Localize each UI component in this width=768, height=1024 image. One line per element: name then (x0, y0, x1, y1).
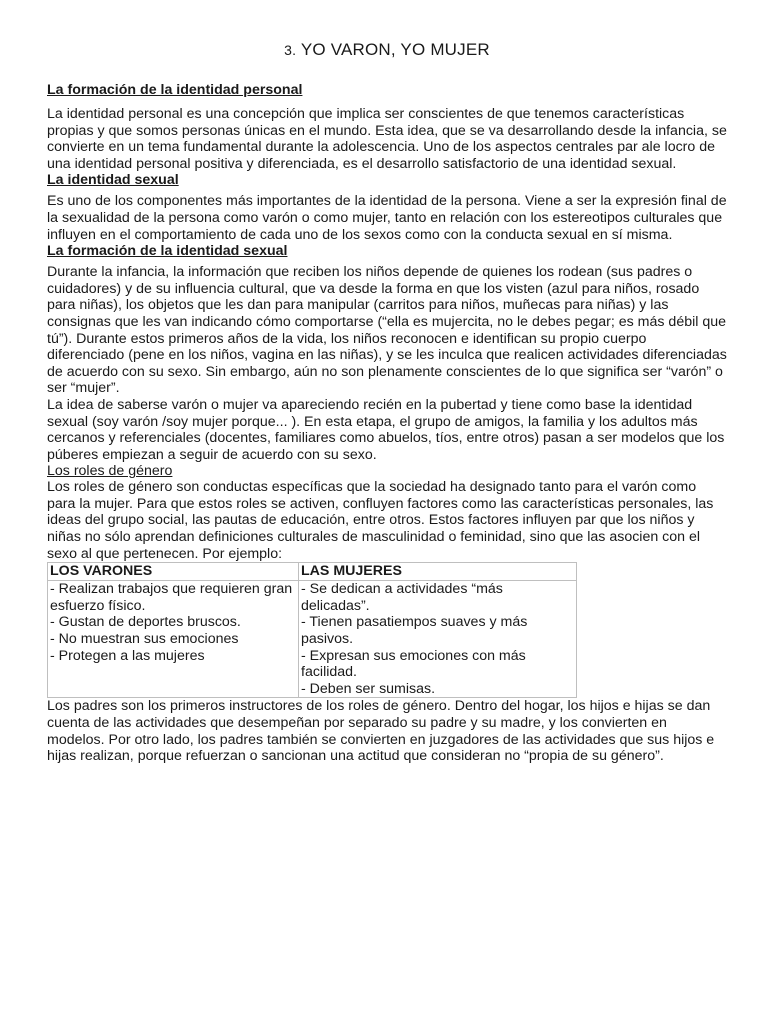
list-item: - No muestran sus emociones (50, 631, 239, 648)
paragraph-pubertad: La idea de saberse varón o mujer va apareciendo recién en la pubertad y tiene como base la identidad sexual (soy varón /soy mujer porque... ). En esta etapa, el grupo de amigos, la familia y los adultos más cercanos y referenciales (docentes, familiares como abuelos, tíos, entre otros) pasan a ser modelos que los púberes empiezan a seguir de acuerdo con su sexo. (47, 396, 725, 463)
table-row (48, 581, 577, 698)
paragraph-identidad-sexual: Es uno de los componentes más importantes de la identidad de la persona. Viene a ser la expresión final de la sexualidad de la persona como varón o como mujer, tanto en relación con los estereotipos culturales que influyen en el comportamiento de cada uno de los sexos como con la conducta sexual en sí misma. (47, 193, 727, 243)
paragraph-padres: Los padres son los primeros instructores de los roles de género. Dentro del hogar, los hijos e hijas se dan cuenta de las actividades que desempeñan por separado su padre y su madre, y los convierten en modelos. Por otro lado, los padres también se convierten en juzgadores de las actividades que sus hijos e hijas realizan, porque refuerzan o sancionan una actitud que consideran no “propia de su género”. (47, 698, 715, 765)
paragraph-roles-genero: Los roles de género son conductas específicas que la sociedad ha designado tanto para el varón como para la mujer. Para que estos roles se activen, confluyen factores como las características personales, las ideas del grupo social, las pautas de educación, entre otros. Estos factores influyen par que los niños y niñas no sólo aprendan definiciones culturales de masculinidad o feminidad, sino que las asocien con el sexo al que pertenecen. Por ejemplo: (47, 479, 714, 562)
list-item: - Protegen a las mujeres (50, 647, 205, 664)
paragraph-infancia: Durante la infancia, la información que reciben los niños depende de quienes los rodean (sus padres o cuidadores) y de su influencia cultural, que va desde la forma en que los visten (azul para niños, rosado para niñas), los objetos que les dan para manipular (carritos para niños, muñecas para niñas) y las consignas que les van indicando cómo comportarse (“ella es mujercita, no le debes pegar; es más débil que tú”). Durante estos primeros años de la vida, los niños reconocen e identifican su propio cuerpo diferenciado (pene en los niños, vagina en las niñas), y se les inculca que realicen actividades diferenciadas de acuerdo con su sexo. Sin embargo, aún no son plenamente conscientes de lo que significa ser “varón” o ser “mujer”. (47, 264, 727, 397)
paragraph-identidad-personal: La identidad personal es una concepción que implica ser conscientes de que tenemos características propias y que somos personas únicas en el mundo. Esta idea, que se va desarrollando desde la infancia, se convierte en un tema fundamental durante la adolescencia. Uno de los aspectos centrales par ale locro de una identidad personal positiva y diferenciada, es el desarrollo satisfactorio de una identidad sexual. (47, 106, 727, 172)
heading-identidad-personal: La formación de la identidad personal (47, 82, 303, 98)
list-item: - Deben ser sumisas. (301, 680, 436, 697)
document-title (47, 40, 727, 60)
list-item: - Realizan trabajos que requieren gran esfuerzo físico. (50, 581, 293, 614)
heading-identidad-sexual: La identidad sexual (47, 172, 179, 189)
list-item: - Tienen pasatiempos suaves y más pasivos. (301, 614, 528, 648)
header-mujeres: LAS MUJERES (299, 563, 577, 581)
list-item: - Expresan sus emociones con más facilidad. (301, 647, 526, 681)
table-header-row (48, 563, 577, 581)
header-varones: LOS VARONES (48, 563, 299, 581)
title-number: 3. (284, 42, 297, 58)
heading-formacion-identidad-sexual: La formación de la identidad sexual (47, 243, 288, 260)
mujeres-cell (299, 581, 577, 698)
list-item: - Gustan de deportes bruscos. (50, 614, 241, 631)
roles-table (47, 562, 577, 698)
heading-roles-genero: Los roles de género (47, 463, 173, 480)
varones-cell (48, 581, 299, 698)
title-text: YO VARON, YO MUJER (300, 40, 490, 59)
document-page (47, 40, 727, 765)
list-item: - Se dedican a actividades “más delicadas”. (301, 581, 503, 614)
